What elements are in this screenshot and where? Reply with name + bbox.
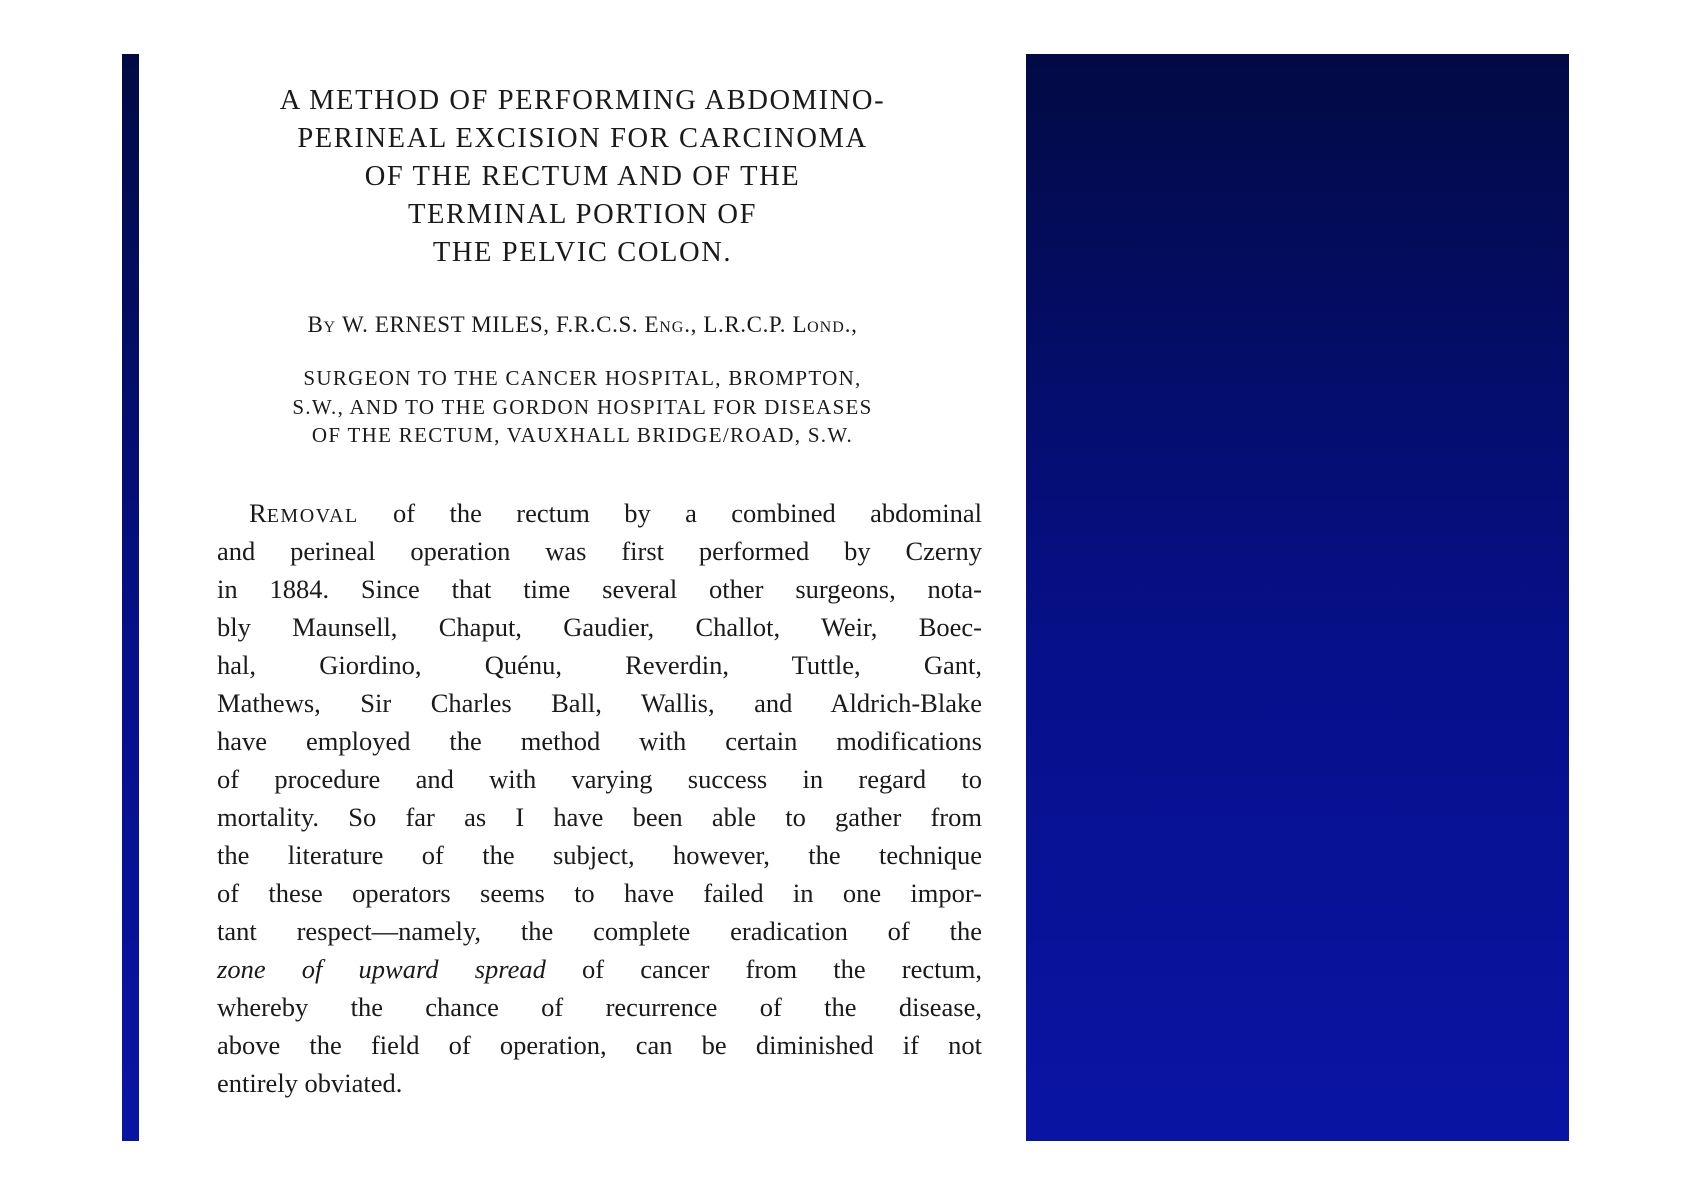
slide-background [122,54,1569,1141]
affiliation-line: S.W., AND TO THE GORDON HOSPITAL FOR DISEASES [292,394,873,419]
author-byline [139,312,1026,338]
body-line: bly Maunsell, Chaput, Gaudier, Challot, Weir, Boec- [217,612,982,642]
scanned-article-page [139,54,1026,1141]
body-line: Mathews, Sir Charles Ball, Wallis, and Aldrich-Blake [217,688,982,718]
title-line: TERMINAL PORTION OF [407,199,758,230]
byline-prefix-b: B [307,312,324,337]
body-italic-rest: of cancer from the rectum, [545,954,982,984]
body-line: in 1884. Since that time several other surgeons, nota- [217,574,982,604]
affiliation-line: OF THE RECTUM, VAUXHALL BRIDGE/ROAD, S.W. [311,423,854,447]
body-line: of procedure and with varying success in regard to [217,764,982,794]
byline-eng: NG [659,319,685,336]
body-line: and perineal operation was first performed by Czerny [217,536,982,566]
body-line [217,494,982,532]
body-line [217,950,982,988]
body-first-cap: R [249,498,267,528]
body-first-smallcaps: EMOVAL [266,505,359,527]
title-line: THE PELVIC COLON. [432,237,733,268]
byline-lond: OND [807,319,845,336]
byline-prefix-y: Y [323,319,336,336]
title-line: PERINEAL EXCISION FOR CARCINOMA [297,123,868,154]
body-line: of these operators seems to have failed in one impor- [217,878,982,908]
body-line: entirely obviated. [217,1068,403,1098]
body-line: tant respect—namely, the complete eradication of the [217,916,982,946]
title-line: OF THE RECTUM AND OF THE [364,161,801,192]
body-line: whereby the chance of recurrence of the disease, [217,992,982,1022]
body-line: above the field of operation, can be diminished if not [217,1030,982,1060]
affiliation-line: SURGEON TO THE CANCER HOSPITAL, BROMPTON, [303,366,862,390]
author-affiliation [139,364,1026,450]
byline-author: W. ERNEST MILES, F.R.C.S. E [341,312,660,337]
article-body-paragraph [217,494,982,1102]
body-line: hal, Giordino, Quénu, Reverdin, Tuttle, Gant, [217,650,982,680]
body-line: have employed the method with certain modifications [217,726,982,756]
body-first-rest: of the rectum by a combined abdominal [358,498,982,528]
article-title [139,82,1026,272]
title-line: A METHOD OF PERFORMING ABDOMINO- [279,85,886,116]
body-line: the literature of the subject, however, the technique [217,840,982,870]
body-line: mortality. So far as I have been able to gather from [217,802,982,832]
body-italic-phrase: zone of upward spread [217,954,546,984]
byline-end: ., [844,312,858,337]
byline-middle: ., L.R.C.P. L [684,312,808,337]
